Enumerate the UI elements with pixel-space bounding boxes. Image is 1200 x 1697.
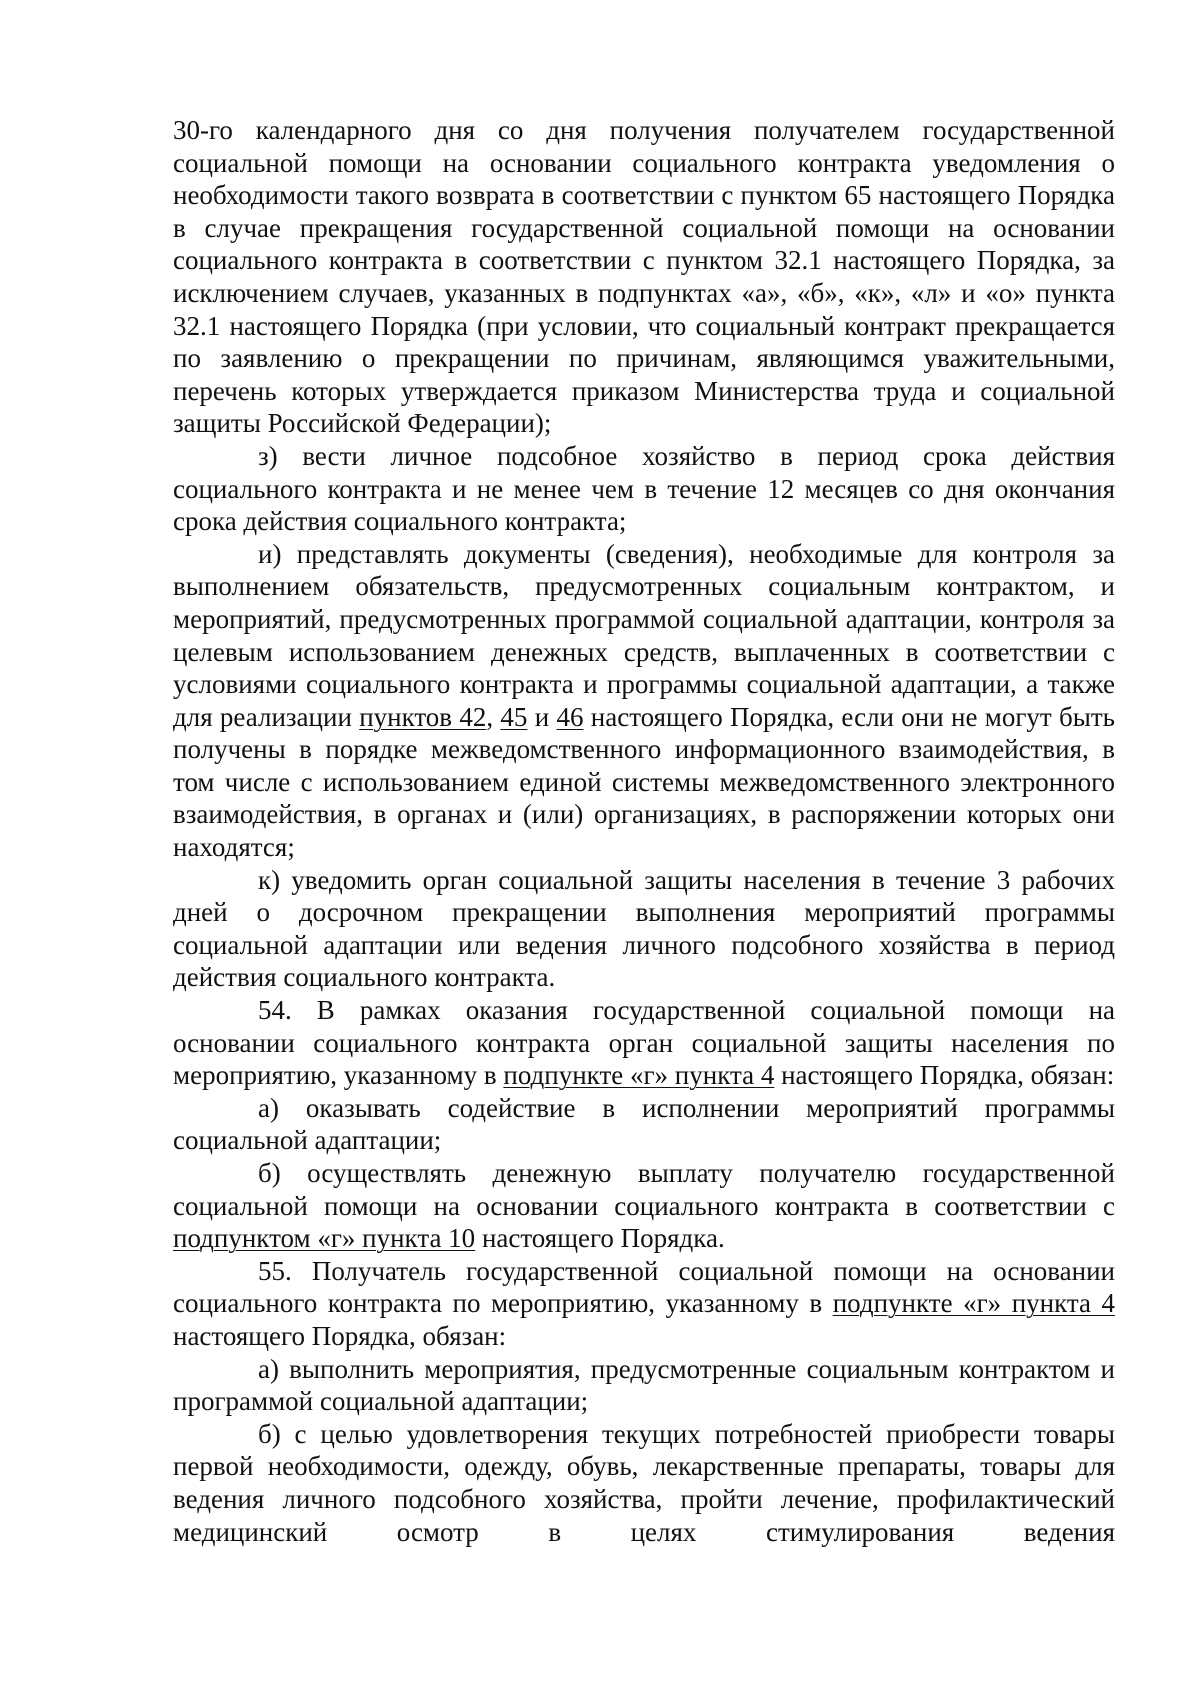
paragraph-subitem-k: [173, 864, 1115, 994]
paragraph-subitem-z: [173, 440, 1115, 538]
paragraph-text: настоящего Порядка, обязан:: [173, 1320, 507, 1351]
paragraph-55-subitem-a: [173, 1353, 1115, 1418]
paragraph-text: к) уведомить орган социальной защиты населения в течение 3 рабочих дней о досрочном прекращении выполнения мероприятий программы социальной адаптации или ведения личного подсобного хозяйства в период действия социального контракта.: [173, 864, 1115, 993]
paragraph-text: 54. В рамках оказания государственной социальной помощи на основании социального контракта орган социальной защиты населения по мероприятию, указанному в: [173, 995, 1115, 1091]
paragraph-54-subitem-a: [173, 1092, 1115, 1157]
paragraph-54-subitem-b: [173, 1157, 1115, 1255]
paragraph-text: и) представлять документы (сведения), необходимые для контроля за выполнением обязательств, предусмотренных социальным контрактом, и мероприятий, предусмотренных программой социальной адаптации, контроля за целевым использованием денежных средств, выплаченных в соответствии с условиями социального контракта и программы социальной адаптации, а также для реализации: [173, 538, 1115, 732]
link-punkt-46[interactable]: 46: [556, 701, 584, 732]
paragraph-text: настоящего Порядка, если они не могут быть получены в порядке межведомственного информационного взаимодействия, в том числе с использованием единой системы межведомственного электронного взаимодействия, в органах и (или) организациях, в распоряжении которых они находятся;: [173, 701, 1115, 863]
paragraph-text: 30-го календарного дня со дня получения получателем государственной социальной помощи на основании социального контракта уведомления о необходимости такого возврата в соответствии с пунктом 65 настоящего Порядка в случае прекращения государственной социальной помощи на основании социального контракта в соответствии с пунктом 32.1 настоящего Порядка, за исключением случаев, указанных в подпунктах «а», «б», «к», «л» и «о» пункта 32.1 настоящего Порядка (при условии, что социальный контракт прекращается по заявлению о прекращении по причинам, являющимся уважительными, перечень которых утверждается приказом Министерства труда и социальной защиты Российской Федерации);: [173, 115, 1115, 439]
paragraph-text: настоящего Порядка.: [475, 1223, 725, 1254]
paragraph-text: настоящего Порядка, обязан:: [774, 1060, 1115, 1091]
link-podpunkt-g-punkt-10[interactable]: подпунктом «г» пункта 10: [173, 1223, 476, 1254]
link-podpunkt-g-punkt-4[interactable]: подпункте «г» пункта 4: [503, 1060, 775, 1091]
paragraph-item-55: [173, 1255, 1115, 1353]
paragraph-continuation: [173, 114, 1115, 440]
link-podpunkt-g-punkt-4[interactable]: подпункте «г» пункта 4: [832, 1288, 1116, 1319]
document-page: [173, 114, 1115, 1548]
paragraph-text: б) с целью удовлетворения текущих потребностей приобрести товары первой необходимости, одежду, обувь, лекарственные препараты, товары для ведения личного подсобного хозяйства, пройти лечение, профилактический медицинский осмотр в целях стимулирования ведения: [173, 1418, 1115, 1547]
paragraph-subitem-i: [173, 538, 1115, 864]
link-punkt-42[interactable]: пунктов 42: [359, 701, 487, 732]
paragraph-separator: ,: [486, 701, 501, 732]
paragraph-text: з) вести личное подсобное хозяйство в период срока действия социального контракта и не менее чем в течение 12 месяцев со дня окончания срока действия социального контракта;: [173, 440, 1115, 537]
paragraph-text: а) выполнить мероприятия, предусмотренные социальным контрактом и программой социальной адаптации;: [173, 1353, 1115, 1417]
paragraph-text: б) осуществлять денежную выплату получателю государственной социальной помощи на основании социального контракта в соответствии с: [173, 1158, 1115, 1221]
paragraph-text: 55. Получатель государственной социальной помощи на основании социального контракта по мероприятию, указанному в: [173, 1255, 1115, 1319]
paragraph-text: а) оказывать содействие в исполнении мероприятий программы социальной адаптации;: [173, 1092, 1115, 1156]
paragraph-55-subitem-b: [173, 1418, 1115, 1548]
paragraph-item-54: [173, 994, 1115, 1092]
link-punkt-45[interactable]: 45: [500, 701, 528, 732]
paragraph-separator: и: [527, 701, 557, 732]
